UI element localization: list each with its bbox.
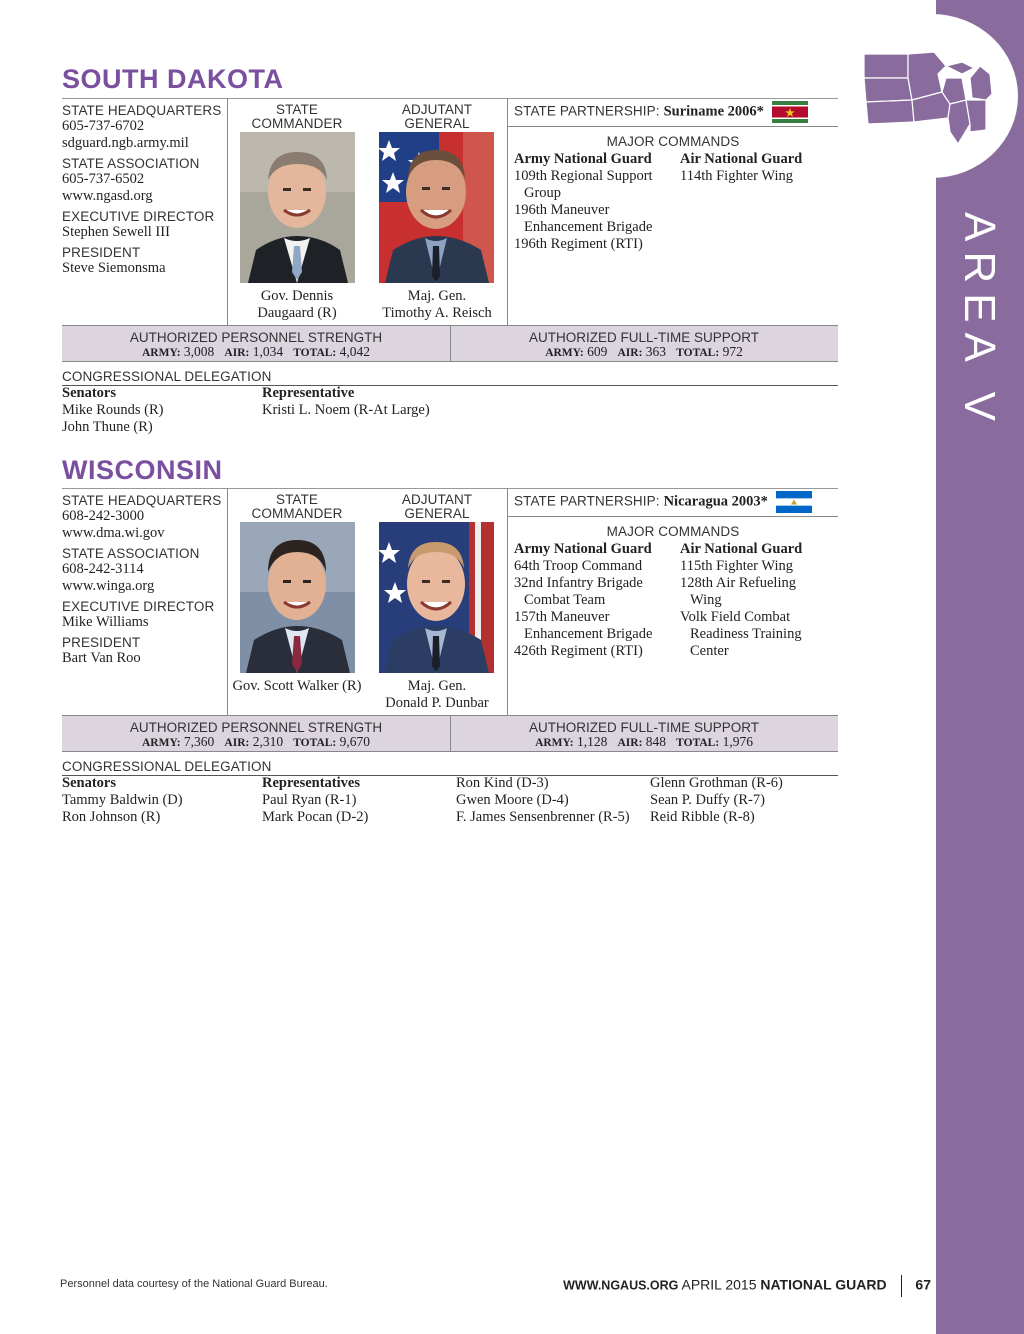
partnership-value: Suriname 2006* bbox=[663, 103, 764, 120]
footer-masthead bbox=[563, 1275, 931, 1297]
wi-air-commands bbox=[680, 541, 836, 660]
representatives-heading: Representative bbox=[262, 385, 355, 401]
sd-strength-bar bbox=[62, 325, 838, 362]
area-side-band bbox=[936, 0, 1024, 1334]
representative-name: Sean P. Duffy (R-7) bbox=[650, 792, 765, 808]
army-command-item: 109th Regional Support bbox=[514, 168, 653, 184]
air-guard-heading: Air National Guard bbox=[680, 541, 803, 557]
exec-label: EXECUTIVE DIRECTOR bbox=[62, 209, 215, 224]
air-command-item: Readiness Training bbox=[690, 626, 802, 642]
air-command-item: 128th Air Refueling bbox=[680, 575, 796, 591]
representative-name: Reid Ribble (R-8) bbox=[650, 809, 755, 825]
footer-separator bbox=[901, 1275, 902, 1297]
representative-name: Paul Ryan (R-1) bbox=[262, 792, 357, 808]
region-map-icon bbox=[862, 48, 1008, 158]
assoc-label: STATE ASSOCIATION bbox=[62, 156, 200, 171]
air-command-item: Center bbox=[690, 643, 729, 659]
divider bbox=[507, 488, 508, 715]
senator-name: John Thune (R) bbox=[62, 419, 153, 435]
sd-major-commands-label bbox=[508, 134, 838, 149]
delegation-label: CONGRESSIONAL DELEGATION bbox=[62, 369, 272, 384]
major-commands-label: MAJOR COMMANDS bbox=[606, 134, 740, 149]
wi-major-commands-label bbox=[508, 524, 838, 539]
wi-senators bbox=[62, 775, 257, 826]
senators-heading: Senators bbox=[62, 385, 116, 401]
assoc-label: STATE ASSOCIATION bbox=[62, 546, 200, 561]
exec-name: Mike Williams bbox=[62, 614, 149, 630]
hq-website[interactable]: www.dma.wi.gov bbox=[62, 525, 165, 541]
strength-army-key: ARMY: bbox=[142, 737, 181, 749]
wi-partnership bbox=[514, 491, 836, 515]
assoc-website[interactable]: www.winga.org bbox=[62, 578, 155, 594]
hq-website[interactable]: sdguard.ngb.army.mil bbox=[62, 135, 189, 151]
army-command-item: Enhancement Brigade bbox=[524, 219, 653, 235]
partnership-label: STATE PARTNERSHIP: bbox=[514, 493, 660, 509]
support-air-key: AIR: bbox=[617, 347, 643, 359]
governor-portrait bbox=[240, 522, 355, 673]
army-command-item: 157th Maneuver bbox=[514, 609, 610, 625]
footer-credit: Personnel data courtesy of the National Guard Bureau. bbox=[60, 1278, 328, 1290]
exec-label: EXECUTIVE DIRECTOR bbox=[62, 599, 215, 614]
air-command-item: 115th Fighter Wing bbox=[680, 558, 793, 574]
strength-army-key: ARMY: bbox=[142, 347, 181, 359]
section-rule bbox=[62, 98, 838, 99]
strength-total-key: TOTAL: bbox=[293, 737, 337, 749]
strength-total-value: 4,042 bbox=[339, 344, 370, 359]
representative-name: Mark Pocan (D-2) bbox=[262, 809, 369, 825]
representative-name: Kristi L. Noem (R-At Large) bbox=[262, 402, 430, 418]
major-commands-label: MAJOR COMMANDS bbox=[606, 524, 740, 539]
sd-senators bbox=[62, 385, 257, 436]
army-guard-heading: Army National Guard bbox=[514, 541, 652, 557]
support-total-value: 972 bbox=[722, 344, 743, 359]
air-command-item: 114th Fighter Wing bbox=[680, 168, 793, 184]
assoc-phone: 608-242-3114 bbox=[62, 561, 144, 577]
army-command-item: Combat Team bbox=[524, 592, 606, 608]
section-rule bbox=[508, 126, 838, 127]
page-number: 67 bbox=[915, 1276, 931, 1293]
army-command-item: 64th Troop Command bbox=[514, 558, 643, 574]
adjutant-name-1: Maj. Gen. bbox=[407, 678, 467, 694]
pres-name: Bart Van Roo bbox=[62, 650, 141, 666]
footer-magazine: NATIONAL GUARD bbox=[760, 1276, 887, 1293]
army-command-item: 196th Maneuver bbox=[514, 202, 610, 218]
representative-name: Ron Kind (D-3) bbox=[456, 775, 549, 791]
commander-label-1: STATE COMMANDER bbox=[251, 492, 343, 521]
sd-contact-column bbox=[62, 103, 224, 277]
air-command-item: Volk Field Combat bbox=[680, 609, 791, 625]
section-rule bbox=[508, 516, 838, 517]
wi-representatives-col1 bbox=[262, 775, 452, 826]
army-command-item: 426th Regiment (RTI) bbox=[514, 643, 643, 659]
area-label: AREA V bbox=[955, 212, 1004, 431]
partnership-label: STATE PARTNERSHIP: bbox=[514, 103, 660, 119]
pres-label: PRESIDENT bbox=[62, 635, 141, 650]
strength-total-value: 9,670 bbox=[339, 734, 370, 749]
army-command-item: 32nd Infantry Brigade bbox=[514, 575, 643, 591]
army-command-item: Group bbox=[524, 185, 562, 201]
wi-representatives-col2 bbox=[456, 775, 648, 826]
suriname-flag-icon bbox=[772, 101, 808, 123]
adjutant-label-1: ADJUTANT bbox=[401, 492, 473, 507]
army-command-item: Enhancement Brigade bbox=[524, 626, 653, 642]
strength-army-value: 7,360 bbox=[183, 734, 215, 749]
strength-air-key: AIR: bbox=[224, 737, 250, 749]
sd-army-commands bbox=[514, 151, 679, 253]
wi-strength-bar bbox=[62, 715, 838, 752]
support-label: AUTHORIZED FULL-TIME SUPPORT bbox=[528, 720, 760, 735]
army-guard-heading: Army National Guard bbox=[514, 151, 652, 167]
support-label: AUTHORIZED FULL-TIME SUPPORT bbox=[528, 330, 760, 345]
commander-label-1: STATE COMMANDER bbox=[251, 102, 343, 131]
support-army-key: ARMY: bbox=[535, 737, 574, 749]
full-time-support bbox=[450, 716, 838, 751]
exec-name: Stephen Sewell III bbox=[62, 224, 170, 240]
strength-army-value: 3,008 bbox=[183, 344, 215, 359]
senator-name: Ron Johnson (R) bbox=[62, 809, 161, 825]
wi-contact-column bbox=[62, 493, 224, 667]
sd-air-commands bbox=[680, 151, 836, 185]
strength-label: AUTHORIZED PERSONNEL STRENGTH bbox=[129, 720, 383, 735]
commander-name-1: Gov. Dennis bbox=[260, 288, 334, 304]
wi-army-commands bbox=[514, 541, 679, 660]
wi-commander-caption bbox=[226, 678, 368, 695]
adjutant-general-portrait bbox=[379, 132, 494, 283]
senator-name: Tammy Baldwin (D) bbox=[62, 792, 183, 808]
wi-delegation bbox=[62, 759, 838, 774]
sd-adjutant-block bbox=[372, 103, 502, 131]
senators-heading: Senators bbox=[62, 775, 116, 791]
sd-partnership bbox=[514, 101, 836, 125]
air-guard-heading: Air National Guard bbox=[680, 151, 803, 167]
hq-phone: 605-737-6702 bbox=[62, 118, 145, 134]
strength-air-value: 1,034 bbox=[252, 344, 284, 359]
full-time-support bbox=[450, 326, 838, 361]
senator-name: Mike Rounds (R) bbox=[62, 402, 164, 418]
adjutant-label-2: GENERAL bbox=[404, 506, 470, 521]
hq-phone: 608-242-3000 bbox=[62, 508, 145, 524]
strength-label: AUTHORIZED PERSONNEL STRENGTH bbox=[129, 330, 383, 345]
sd-representatives bbox=[262, 385, 522, 419]
sd-delegation bbox=[62, 369, 838, 384]
commander-name-1: Gov. Scott Walker (R) bbox=[232, 678, 362, 694]
footer-url[interactable]: WWW.NGAUS.ORG bbox=[563, 1278, 679, 1293]
assoc-website[interactable]: www.ngasd.org bbox=[62, 188, 153, 204]
support-total-key: TOTAL: bbox=[676, 737, 720, 749]
personnel-strength bbox=[62, 326, 450, 361]
support-air-value: 363 bbox=[645, 344, 667, 359]
wi-adjutant-block bbox=[372, 493, 502, 521]
support-army-key: ARMY: bbox=[545, 347, 584, 359]
nicaragua-flag-icon bbox=[776, 491, 812, 513]
adjutant-label-2: GENERAL bbox=[404, 116, 470, 131]
support-air-key: AIR: bbox=[617, 737, 643, 749]
adjutant-name-2: Donald P. Dunbar bbox=[385, 695, 489, 711]
pres-name: Steve Siemonsma bbox=[62, 260, 166, 276]
adjutant-name-2: Timothy A. Reisch bbox=[382, 305, 492, 321]
footer-issue: APRIL 2015 bbox=[681, 1276, 757, 1293]
commander-name-2: Daugaard (R) bbox=[257, 305, 337, 321]
strength-total-key: TOTAL: bbox=[293, 347, 337, 359]
air-command-item: Wing bbox=[690, 592, 722, 608]
strength-air-key: AIR: bbox=[224, 347, 250, 359]
support-total-value: 1,976 bbox=[722, 734, 753, 749]
assoc-phone: 605-737-6502 bbox=[62, 171, 145, 187]
support-total-key: TOTAL: bbox=[676, 347, 720, 359]
representative-name: F. James Sensenbrenner (R-5) bbox=[456, 809, 630, 825]
sd-adjutant-caption bbox=[372, 288, 502, 322]
hq-label: STATE HEADQUARTERS bbox=[62, 103, 222, 118]
state-title-wisconsin: WISCONSIN bbox=[62, 455, 223, 485]
representatives-heading: Representatives bbox=[262, 775, 360, 791]
wi-adjutant-caption bbox=[372, 678, 502, 712]
support-air-value: 848 bbox=[645, 734, 667, 749]
support-army-value: 609 bbox=[587, 344, 608, 359]
partnership-value: Nicaragua 2003* bbox=[663, 493, 768, 510]
representative-name: Gwen Moore (D-4) bbox=[456, 792, 569, 808]
army-command-item: 196th Regiment (RTI) bbox=[514, 236, 643, 252]
divider bbox=[227, 98, 228, 325]
divider bbox=[507, 98, 508, 325]
adjutant-name-1: Maj. Gen. bbox=[407, 288, 467, 304]
strength-air-value: 2,310 bbox=[252, 734, 284, 749]
pres-label: PRESIDENT bbox=[62, 245, 141, 260]
adjutant-label-1: ADJUTANT bbox=[401, 102, 473, 117]
state-title-south-dakota: SOUTH DAKOTA bbox=[62, 64, 284, 94]
delegation-label: CONGRESSIONAL DELEGATION bbox=[62, 759, 272, 774]
adjutant-general-portrait bbox=[379, 522, 494, 673]
personnel-strength bbox=[62, 716, 450, 751]
representative-name: Glenn Grothman (R-6) bbox=[650, 775, 783, 791]
wi-representatives-col3 bbox=[650, 775, 836, 826]
sd-commander-caption bbox=[232, 288, 362, 322]
section-rule bbox=[62, 488, 838, 489]
support-army-value: 1,128 bbox=[576, 734, 608, 749]
governor-portrait bbox=[240, 132, 355, 283]
hq-label: STATE HEADQUARTERS bbox=[62, 493, 222, 508]
